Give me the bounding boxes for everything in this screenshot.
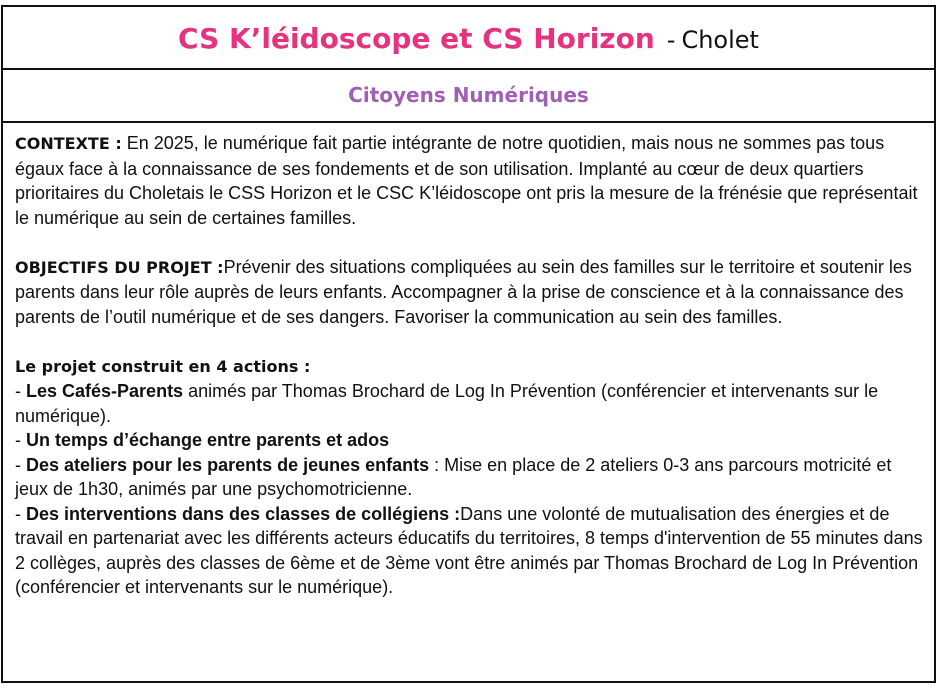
action-text: animés par Thomas Brochard de Log In Prévention (conférencier et intervenants sur le numérique). — [15, 381, 879, 426]
action-text: : Mise en place de 2 ateliers 0-3 ans parcours motricité et jeux de 1h30, animés par une psychomotricienne. — [15, 454, 892, 499]
spacer — [15, 230, 925, 255]
action-prefix: - — [15, 454, 26, 475]
context-label: CONTEXTE : — [15, 134, 122, 153]
action-title: Les Cafés-Parents — [26, 381, 184, 401]
page-title: CS K’léidoscope et CS Horizon — [178, 22, 655, 55]
objectives-label: OBJECTIFS DU PROJET : — [15, 257, 224, 277]
actions-heading — [15, 354, 925, 380]
context-text: En 2025, le numérique fait partie intégrante de notre quotidien, mais nous ne sommes pas tous égaux face à la connaissance de ses fondements et de son utilisation. Implanté au cœur de deux quartiers prioritaires du Choletais le CSS Horizon et le CSC K’léidoscope ont pris la mesure de la frénésie que représentait le numérique au sein de certaines familles. — [15, 133, 918, 228]
action-title: Un temps d’échange entre parents et ados — [26, 430, 390, 450]
body-content — [15, 131, 925, 600]
spacer — [15, 329, 925, 354]
objectives-text: Prévenir des situations compliquées au sein des familles sur le territoire et soutenir les parents dans leur rôle auprès de leurs enfants. Accompagner à la prise de conscience et à la connaissance des parents de l’outil numérique et de ses dangers. Favoriser la communication au sein des familles. — [15, 256, 912, 327]
action-prefix: - — [15, 430, 26, 450]
action-item — [15, 379, 925, 428]
action-title: Des interventions dans des classes de collégiens : — [26, 503, 461, 524]
action-item — [15, 502, 925, 600]
action-prefix: - — [15, 503, 26, 524]
title-city: Cholet — [681, 26, 759, 54]
context-paragraph — [15, 131, 925, 230]
action-title: Des ateliers pour les parents de jeunes enfants — [26, 454, 430, 475]
action-text: Dans une volonté de mutualisation des énergies et de travail en partenariat avec les différents acteurs éducatifs du territoires, 8 temps d'intervention de 55 minutes dans 2 collèges, auprès des classes de 6ème et de 3ème vont être animés par Thomas Brochard de Log In Prévention (conférencier et intervenants sur le numérique). — [15, 503, 923, 597]
actions-heading-label: Le projet construit en 4 actions : — [15, 356, 311, 376]
action-item — [15, 453, 925, 502]
subtitle: Citoyens Numériques — [3, 70, 934, 123]
action-item — [15, 428, 925, 453]
title-row — [3, 7, 934, 70]
document-frame — [1, 5, 936, 683]
action-prefix: - — [15, 381, 26, 401]
objectives-paragraph — [15, 255, 925, 330]
title-separator: - — [666, 26, 676, 54]
